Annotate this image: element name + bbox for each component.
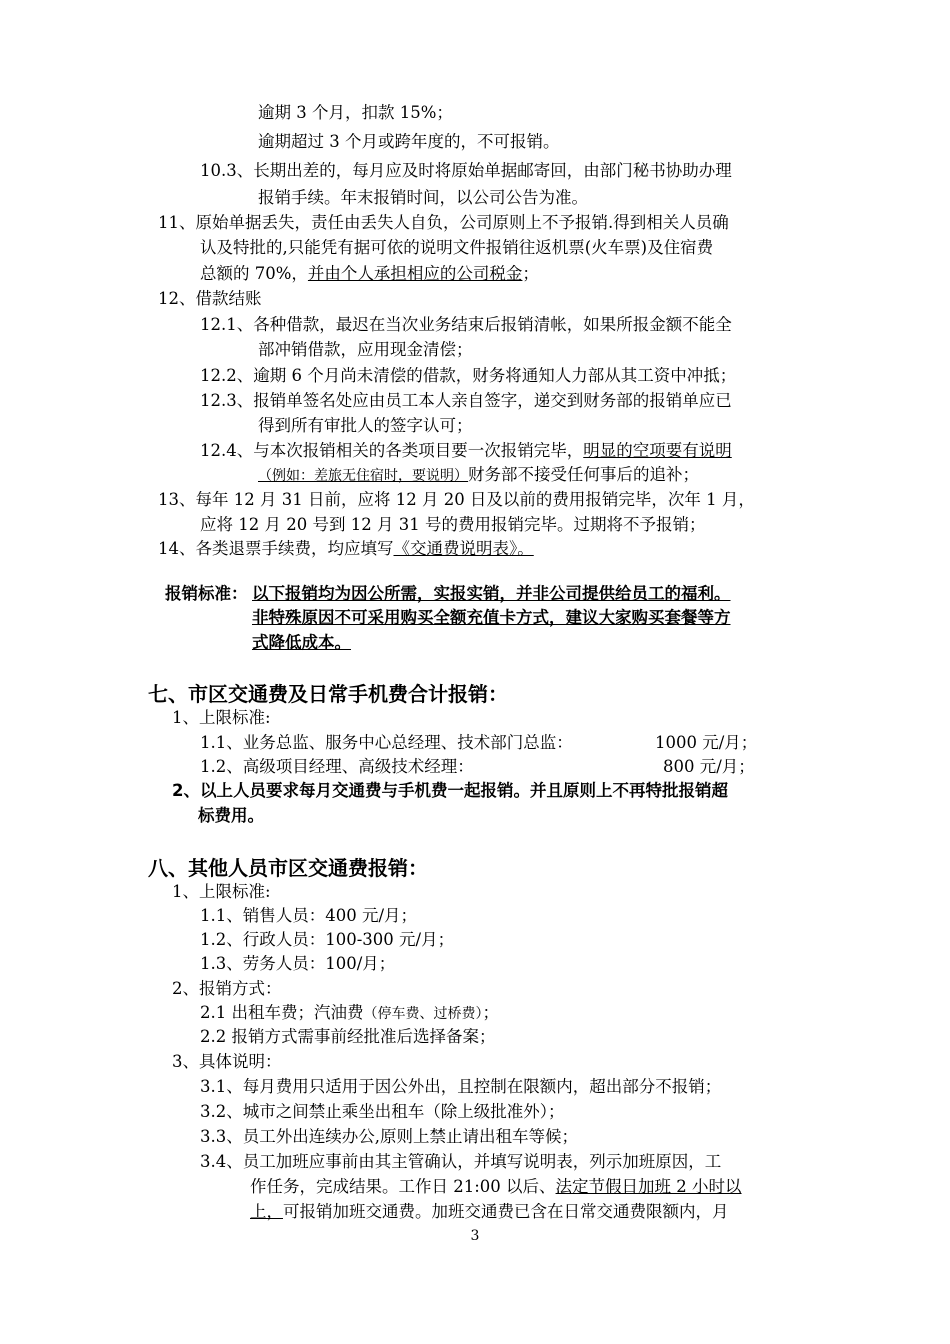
standard-label: 报销标准： bbox=[165, 584, 248, 603]
s7-item: 1.2、高级项目经理、高级技术经理： bbox=[200, 757, 474, 776]
rule-12-4 bbox=[200, 440, 732, 462]
s8-item: 1.1、销售人员：400 元/月； bbox=[200, 906, 418, 925]
underlined-text: 明显的空项要有说明 bbox=[583, 441, 732, 460]
s8-item: 2.2 报销方式需事前经批准后选择备案； bbox=[200, 1027, 496, 1046]
s7-item: 1.1、业务总监、服务中心总经理、技术部门总监： bbox=[200, 733, 573, 752]
standard-line: 以下报销均为因公所需，实报实销，并非公司提供给员工的福利。 bbox=[252, 584, 731, 603]
s8-item: 3.1、每月费用只适用于因公外出，且控制在限额内，超出部分不报销； bbox=[200, 1077, 722, 1096]
s8-item: 2、报销方式： bbox=[172, 979, 282, 998]
rule-12-2: 12.2、逾期 6 个月尚未清偿的借款，财务将通知人力部从其工资中冲抵； bbox=[200, 366, 737, 385]
s8-item bbox=[200, 1002, 499, 1025]
s7-item: 1、上限标准: bbox=[172, 708, 271, 727]
rule-12-1: 12.1、各种借款，最迟在当次业务结束后报销清帐，如果所报金额不能全 bbox=[200, 315, 732, 334]
rule-14 bbox=[158, 538, 534, 560]
s8-item: 1、上限标准: bbox=[172, 882, 271, 901]
rule-line bbox=[200, 263, 539, 285]
s7-value: 1000 元/月； bbox=[655, 733, 758, 752]
s8-item: 1.2、行政人员：100-300 元/月； bbox=[200, 930, 455, 949]
rule-line: 部冲销借款，应用现金清偿； bbox=[258, 340, 473, 359]
underlined-text: （例如：差旅无住宿时，要说明） bbox=[258, 468, 468, 484]
rule-12-3: 12.3、报销单签名处应由员工本人亲自签字，递交到财务部的报销单应已 bbox=[200, 391, 732, 410]
rule-text: 2.1 出租车费；汽油费 bbox=[200, 1003, 364, 1022]
standard-line: 非特殊原因不可采用购买全额充值卡方式，建议大家购买套餐等方 bbox=[252, 608, 731, 627]
underlined-text: 并由个人承担相应的公司税金 bbox=[307, 264, 523, 283]
rule-12: 12、借款结账 bbox=[158, 289, 262, 308]
s8-item: 3.3、员工外出连续办公,原则上禁止请出租车等候； bbox=[200, 1127, 578, 1146]
rule-text: 作任务，完成结果。工作日 21:00 以后、 bbox=[250, 1177, 556, 1196]
rule-line: 应将 12 月 20 号到 12 月 31 号的费用报销完毕。过期将不予报销； bbox=[200, 515, 706, 534]
standard-line: 式降低成本。 bbox=[252, 633, 351, 652]
s8-item bbox=[250, 1201, 729, 1223]
underlined-text: 上， bbox=[250, 1202, 283, 1221]
rule-text: （停车费、过桥费） bbox=[363, 1006, 483, 1022]
section-7-heading: 七、市区交通费及日常手机费合计报销： bbox=[148, 682, 508, 706]
section-8-heading: 八、其他人员市区交通费报销： bbox=[148, 856, 428, 880]
s8-item: 3.2、城市之间禁止乘坐出租车（除上级批准外）； bbox=[200, 1102, 565, 1121]
rule-text: 14、各类退票手续费，均应填写 bbox=[158, 539, 394, 558]
rule-line: 逾期 3 个月，扣款 15%； bbox=[258, 103, 453, 122]
rule-line bbox=[258, 464, 699, 487]
underlined-text: 《交通费说明表》。 bbox=[393, 539, 534, 558]
rule-line: 报销手续。年末报销时间，以公司公告为准。 bbox=[258, 188, 588, 207]
rule-13: 13、每年 12 月 31 日前，应将 12 月 20 日及以前的费用报销完毕，次年 1 月， bbox=[158, 490, 755, 509]
s8-item: 3.4、员工加班应事前由其主管确认，并填写说明表，列示加班原因，工 bbox=[200, 1152, 722, 1171]
rule-text: 可报销加班交通费。加班交通费已含在日常交通费限额内，月 bbox=[283, 1202, 729, 1221]
s8-item bbox=[250, 1176, 742, 1198]
s7-value: 800 元/月； bbox=[663, 757, 755, 776]
underlined-text: 法定节假日加班 2 小时以 bbox=[555, 1177, 742, 1196]
rule-text: ； bbox=[482, 1003, 499, 1022]
rule-text: 12.4、与本次报销相关的各类项目要一次报销完毕， bbox=[200, 441, 584, 460]
rule-11: 11、原始单据丢失，责任由丢失人自负，公司原则上不予报销.得到相关人员确 bbox=[158, 213, 729, 232]
rule-text: 总额的 70%， bbox=[200, 264, 308, 283]
rule-text: ； bbox=[522, 264, 539, 283]
rule-10-3: 10.3、长期出差的，每月应及时将原始单据邮寄回，由部门秘书协助办理 bbox=[200, 161, 732, 180]
s7-item: 标费用。 bbox=[198, 806, 264, 825]
page-number: 3 bbox=[470, 1228, 480, 1244]
rule-text: 财务部不接受任何事后的追补； bbox=[468, 465, 699, 484]
s8-item: 3、具体说明： bbox=[172, 1052, 282, 1071]
s8-item: 1.3、劳务人员：100/月； bbox=[200, 954, 396, 973]
rule-line: 逾期超过 3 个月或跨年度的，不可报销。 bbox=[258, 132, 560, 151]
rule-line: 认及特批的,只能凭有据可依的说明文件报销往返机票(火车票)及住宿费 bbox=[200, 238, 714, 257]
s7-item: 2、以上人员要求每月交通费与手机费一起报销。并且原则上不再特批报销超 bbox=[172, 781, 728, 800]
rule-line: 得到所有审批人的签字认可； bbox=[258, 416, 473, 435]
